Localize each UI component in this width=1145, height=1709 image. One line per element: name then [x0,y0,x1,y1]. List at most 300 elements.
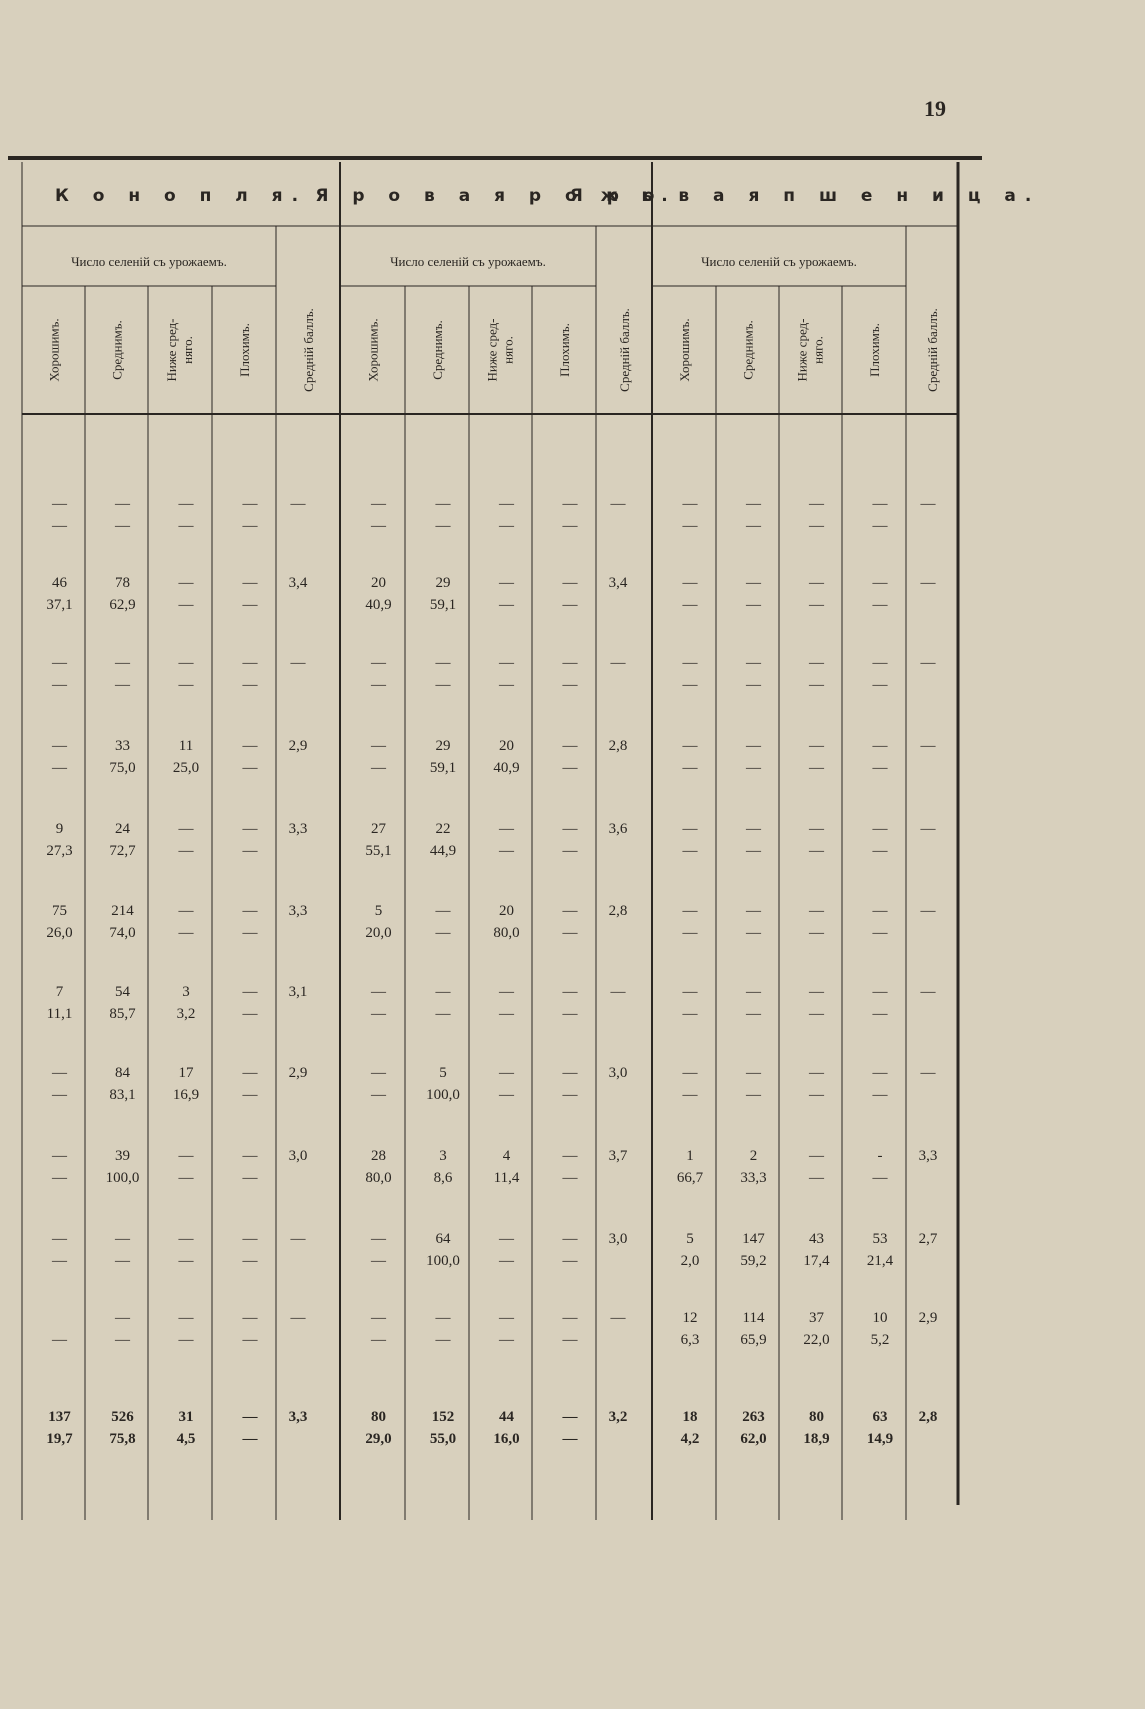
cell-percent: 19,7 [46,1431,73,1447]
cell-value: — [242,1231,258,1247]
column-header: няго. [500,336,516,364]
cell-value: — [242,903,258,919]
cell-percent: — [682,925,698,941]
cell-percent: — [115,1332,130,1348]
cell-value: — [872,1065,888,1081]
cell-value: 2,9 [288,738,308,754]
cell-value: — [746,738,761,754]
cell-value: 4 [502,1148,511,1164]
cell-percent: — [809,1006,824,1022]
cell-percent: — [178,1332,194,1348]
cell-percent: 59,2 [740,1253,767,1269]
cell-value: — [178,655,194,671]
cell-percent: — [562,843,578,859]
cell-value: — [115,1310,130,1326]
cell-percent: — [178,843,194,859]
avg-column-header: Средній баллъ. [301,308,316,392]
avg-column-header: Средній баллъ. [925,308,940,392]
cell-value: — [809,655,824,671]
cell-percent: — [872,597,888,613]
cell-percent: — [809,925,824,941]
cell-value: — [746,655,761,671]
cell-percent: — [499,1253,514,1269]
cell-value: — [809,496,824,512]
cell-value: — [746,496,761,512]
cell-percent: — [435,518,451,534]
cell-value: 3,3 [918,1148,938,1164]
cell-value: — [52,1065,67,1081]
cell-percent: 22,0 [803,1332,830,1348]
cell-value: 54 [115,984,130,1000]
cell-value: — [682,575,698,591]
cell-percent: — [242,760,258,776]
cell-percent: — [499,677,514,693]
cell-value: — [746,984,761,1000]
page-number: 19 [924,96,946,121]
cell-percent: — [499,1087,514,1103]
cell-percent: 100,0 [426,1253,460,1269]
cell-value: 5 [374,903,383,919]
cell-value: — [610,984,626,1000]
cell-value: 20 [499,738,514,754]
cell-percent: — [178,1170,194,1186]
cell-percent: — [562,1431,578,1447]
cell-percent: — [115,1253,130,1269]
column-header: няго. [180,336,195,364]
cell-value: 2,8 [918,1409,938,1425]
cell-value: 3 [182,984,190,1000]
cell-percent: — [746,1006,761,1022]
cell-value: — [746,1065,761,1081]
cell-value: 526 [111,1409,134,1425]
cell-value: — [178,903,194,919]
cell-value: 3,6 [608,821,628,837]
cell-value: 3,3 [288,1409,308,1425]
column-header: Среднимъ. [740,320,756,380]
group-title: К о н о п л я. [54,186,308,206]
cell-percent: — [52,677,67,693]
cell-value: 3,3 [288,821,308,837]
cell-value: — [371,1310,386,1326]
cell-percent: — [809,597,824,613]
cell-percent: — [242,1087,258,1103]
cell-percent: — [242,1332,258,1348]
cell-percent: 5,2 [870,1332,890,1348]
cell-value: 27 [371,821,386,837]
cell-value: — [562,1231,578,1247]
cell-value: 2 [749,1148,758,1164]
cell-percent: — [499,843,514,859]
cell-value: — [562,984,578,1000]
cell-percent: — [115,677,130,693]
cell-value: — [562,1310,578,1326]
column-header: Плохимъ. [867,323,882,377]
group-title: Я р о в а я р о ж ь. [315,186,677,206]
cell-percent: — [682,597,698,613]
column-header: Плохимъ. [237,323,252,377]
column-header: Хорошимъ. [46,318,62,382]
cell-percent: 72,7 [109,843,136,859]
cell-value: — [371,1231,386,1247]
cell-value: — [872,903,888,919]
cell-percent: — [499,597,514,613]
cell-percent: — [809,1087,824,1103]
cell-percent: 11,4 [493,1170,520,1186]
cell-value: 214 [111,903,134,919]
cell-percent: — [242,843,258,859]
cell-value: 39 [115,1148,130,1164]
cell-percent: 65,9 [740,1332,767,1348]
cell-value: 147 [742,1231,765,1247]
cell-value: — [435,655,451,671]
cell-value: — [52,655,67,671]
cell-percent: — [371,760,386,776]
cell-percent: — [242,597,258,613]
cell-percent: — [746,597,761,613]
cell-value: 2,7 [918,1231,938,1247]
cell-value: 10 [872,1310,888,1326]
avg-column-header: Средній баллъ. [617,308,632,392]
cell-value: 3,4 [288,575,308,591]
cell-value: — [809,1148,824,1164]
cell-value: — [920,821,936,837]
cell-percent: — [809,1170,824,1186]
cell-value: 7 [55,984,64,1000]
cell-value: 37 [809,1310,824,1326]
cell-percent: — [562,1170,578,1186]
cell-percent: — [115,518,130,534]
cell-value: 3,7 [608,1148,628,1164]
cell-percent: 37,1 [46,597,73,613]
cell-value: — [872,655,888,671]
cell-value: — [872,821,888,837]
cell-value: — [682,496,698,512]
cell-value: — [682,903,698,919]
cell-percent: — [809,677,824,693]
cell-value: 33 [115,738,130,754]
cell-value: — [242,1409,258,1425]
cell-percent: — [872,1006,888,1022]
cell-value: 3,1 [288,984,308,1000]
group-subheader: Число селеній съ урожаемъ. [71,254,227,269]
cell-percent: 55,0 [429,1431,457,1447]
cell-value: — [562,903,578,919]
cell-percent: — [809,760,824,776]
cell-value: — [115,496,130,512]
cell-value: 3 [439,1148,447,1164]
cell-value: — [435,984,451,1000]
cell-percent: 40,9 [493,760,520,776]
cell-percent: — [682,843,698,859]
column-header: Ниже сред- [794,318,810,382]
cell-percent: 16,9 [172,1087,200,1103]
cell-value: 43 [809,1231,824,1247]
cell-value: — [435,496,451,512]
column-header: Среднимъ. [109,320,125,380]
cell-value: 2,8 [608,738,628,754]
cell-value: 11 [178,738,194,754]
cell-value: — [371,1065,386,1081]
cell-percent: 8,6 [433,1170,453,1186]
cell-value: — [178,1148,194,1164]
cell-value: — [115,1231,130,1247]
cell-percent: 62,0 [740,1431,767,1447]
cell-percent: 3,2 [176,1006,196,1022]
cell-value: — [290,1231,306,1247]
cell-value: 5 [439,1065,447,1081]
cell-value: — [499,1310,514,1326]
cell-value: — [290,655,306,671]
cell-value: 64 [435,1231,451,1247]
cell-value: 20 [499,903,514,919]
cell-value: 2,9 [918,1310,938,1326]
cell-percent: — [435,1006,451,1022]
cell-value: 24 [115,821,130,837]
column-header: Среднимъ. [430,320,445,380]
cell-value: — [809,821,824,837]
cell-percent: 11,1 [46,1006,73,1022]
cell-value: — [809,903,824,919]
cell-value: — [371,984,386,1000]
cell-value: — [499,821,514,837]
cell-value: 20 [371,575,386,591]
cell-percent: — [872,760,888,776]
cell-value: — [499,1065,514,1081]
cell-value: — [178,575,194,591]
cell-value: — [920,575,936,591]
cell-value: 263 [742,1409,765,1425]
cell-value: — [242,496,258,512]
cell-percent: 18,9 [803,1431,830,1447]
cell-percent: — [562,1006,578,1022]
cell-percent: — [562,760,578,776]
cell-value: — [242,1065,258,1081]
cell-percent: — [682,1087,698,1103]
cell-value: 12 [682,1310,698,1326]
cell-percent: 62,9 [109,597,136,613]
cell-value: — [562,1148,578,1164]
cell-percent: — [242,677,258,693]
cell-percent: — [562,1332,578,1348]
cell-percent: 29,0 [365,1431,392,1447]
cell-percent: — [242,518,258,534]
cell-value: 17 [178,1065,194,1081]
cell-value: 46 [52,575,67,591]
cell-value: — [115,655,130,671]
cell-value: — [290,1310,306,1326]
cell-percent: — [746,760,761,776]
cell-percent: — [371,1087,386,1103]
cell-value: — [809,1065,824,1081]
cell-value: — [242,1148,258,1164]
cell-percent: — [242,925,258,941]
cell-percent: 100,0 [426,1087,460,1103]
cell-value: — [435,1310,451,1326]
cell-value: — [52,1231,67,1247]
column-header: Ниже сред- [164,318,179,382]
cell-percent: — [562,677,578,693]
cell-value: — [562,1065,578,1081]
cell-percent: — [746,677,761,693]
cell-value: — [682,738,698,754]
cell-value: — [499,575,514,591]
cell-percent: — [499,1006,514,1022]
cell-percent: 66,7 [676,1170,704,1186]
cell-value: — [52,1148,67,1164]
cell-percent: — [746,518,761,534]
cell-value: 5 [686,1231,694,1247]
cell-percent: — [562,1253,578,1269]
cell-value: — [562,496,578,512]
cell-percent: 55,1 [365,843,392,859]
cell-value: 31 [178,1409,194,1425]
cell-percent: — [371,1253,386,1269]
cell-percent: 75,0 [109,760,136,776]
cell-value: — [371,738,386,754]
cell-value: 80 [809,1409,824,1425]
cell-percent: — [562,1087,578,1103]
cell-value: 28 [371,1148,386,1164]
cell-percent: — [872,1170,888,1186]
cell-percent: 16,0 [493,1431,520,1447]
cell-value: — [178,821,194,837]
cell-value: — [872,496,888,512]
cell-value: — [920,655,936,671]
cell-percent: — [682,1006,698,1022]
cell-percent: 27,3 [46,843,73,859]
cell-value: — [920,496,936,512]
cell-value: 63 [872,1409,888,1425]
cell-value: — [746,821,761,837]
cell-value: — [809,984,824,1000]
cell-value: — [242,738,258,754]
cell-value: — [371,655,386,671]
cell-percent: — [562,597,578,613]
cell-value: — [178,1231,194,1247]
cell-percent: 44,9 [429,843,457,859]
cell-value: — [872,738,888,754]
cell-value: 2,8 [608,903,628,919]
cell-value: 18 [682,1409,698,1425]
cell-percent: — [682,677,698,693]
cell-value: — [242,1310,258,1326]
column-header: Ниже сред- [484,318,500,382]
cell-percent: 25,0 [172,760,200,776]
cell-percent: 26,0 [46,925,73,941]
cell-percent: — [242,1253,258,1269]
cell-percent: — [435,677,451,693]
cell-percent: 2,0 [680,1253,700,1269]
cell-percent: 74,0 [109,925,136,941]
cell-value: 80 [371,1409,386,1425]
cell-value: — [242,821,258,837]
cell-value: 9 [55,821,64,837]
cell-value: — [435,903,451,919]
cell-value: — [290,496,306,512]
cell-percent: — [435,925,451,941]
cell-percent: — [52,1253,67,1269]
cell-percent: — [52,760,67,776]
cell-percent: — [872,925,888,941]
group-subheader: Число селеній съ урожаемъ. [390,254,546,269]
group-title: Я р о в а я п ш е н и ц а. [569,186,1041,206]
cell-value: 3,0 [288,1148,308,1164]
cell-percent: — [499,518,514,534]
cell-value: 75 [52,903,67,919]
cell-percent: — [371,1332,386,1348]
cell-percent: — [746,1087,761,1103]
cell-value: 84 [115,1065,130,1081]
cell-value: — [242,984,258,1000]
cell-value: 3,3 [288,903,308,919]
cell-value: — [562,1409,578,1425]
cell-value: — [809,738,824,754]
cell-percent: 14,9 [866,1431,894,1447]
cell-percent: — [52,1087,67,1103]
cell-value: — [242,575,258,591]
cell-percent: — [872,677,888,693]
cell-percent: 33,3 [740,1170,767,1186]
cell-value: 44 [499,1409,514,1425]
cell-value: — [371,496,386,512]
cell-percent: — [746,843,761,859]
cell-percent: — [371,1006,386,1022]
cell-percent: — [562,518,578,534]
cell-value: 137 [48,1409,71,1425]
cell-percent: 17,4 [803,1253,830,1269]
cell-percent: 6,3 [680,1332,700,1348]
cell-value: 29 [435,738,451,754]
cell-percent: — [242,1170,258,1186]
cell-percent: — [682,760,698,776]
cell-percent: — [809,518,824,534]
column-header: Хорошимъ. [365,318,381,382]
cell-value: — [562,655,578,671]
cell-value: — [562,821,578,837]
cell-percent: — [52,1332,67,1348]
cell-value: — [872,984,888,1000]
cell-percent: 75,8 [109,1431,136,1447]
cell-value: — [610,1310,626,1326]
cell-percent: — [371,518,386,534]
cell-percent: — [435,1332,451,1348]
cell-percent: — [872,518,888,534]
cell-percent: 40,9 [365,597,392,613]
cell-value: — [682,1065,698,1081]
cell-percent: — [242,1431,258,1447]
cell-percent: — [52,518,67,534]
cell-value: — [920,903,936,919]
cell-value: 2,9 [288,1065,308,1081]
cell-percent: 80,0 [365,1170,392,1186]
cell-percent: 100,0 [105,1170,140,1186]
cell-value: — [872,575,888,591]
cell-value: — [682,655,698,671]
cell-value: — [52,738,67,754]
cell-value: 114 [742,1310,765,1326]
cell-value: — [920,984,936,1000]
cell-percent: — [872,1087,888,1103]
cell-percent: 4,5 [176,1431,196,1447]
cell-value: 3,2 [608,1409,628,1425]
cell-percent: — [178,925,194,941]
cell-value: — [562,575,578,591]
cell-percent: — [499,1332,514,1348]
cell-percent: 20,0 [365,925,392,941]
cell-value: — [746,903,761,919]
cell-percent: 21,4 [866,1253,894,1269]
cell-value: — [52,496,67,512]
